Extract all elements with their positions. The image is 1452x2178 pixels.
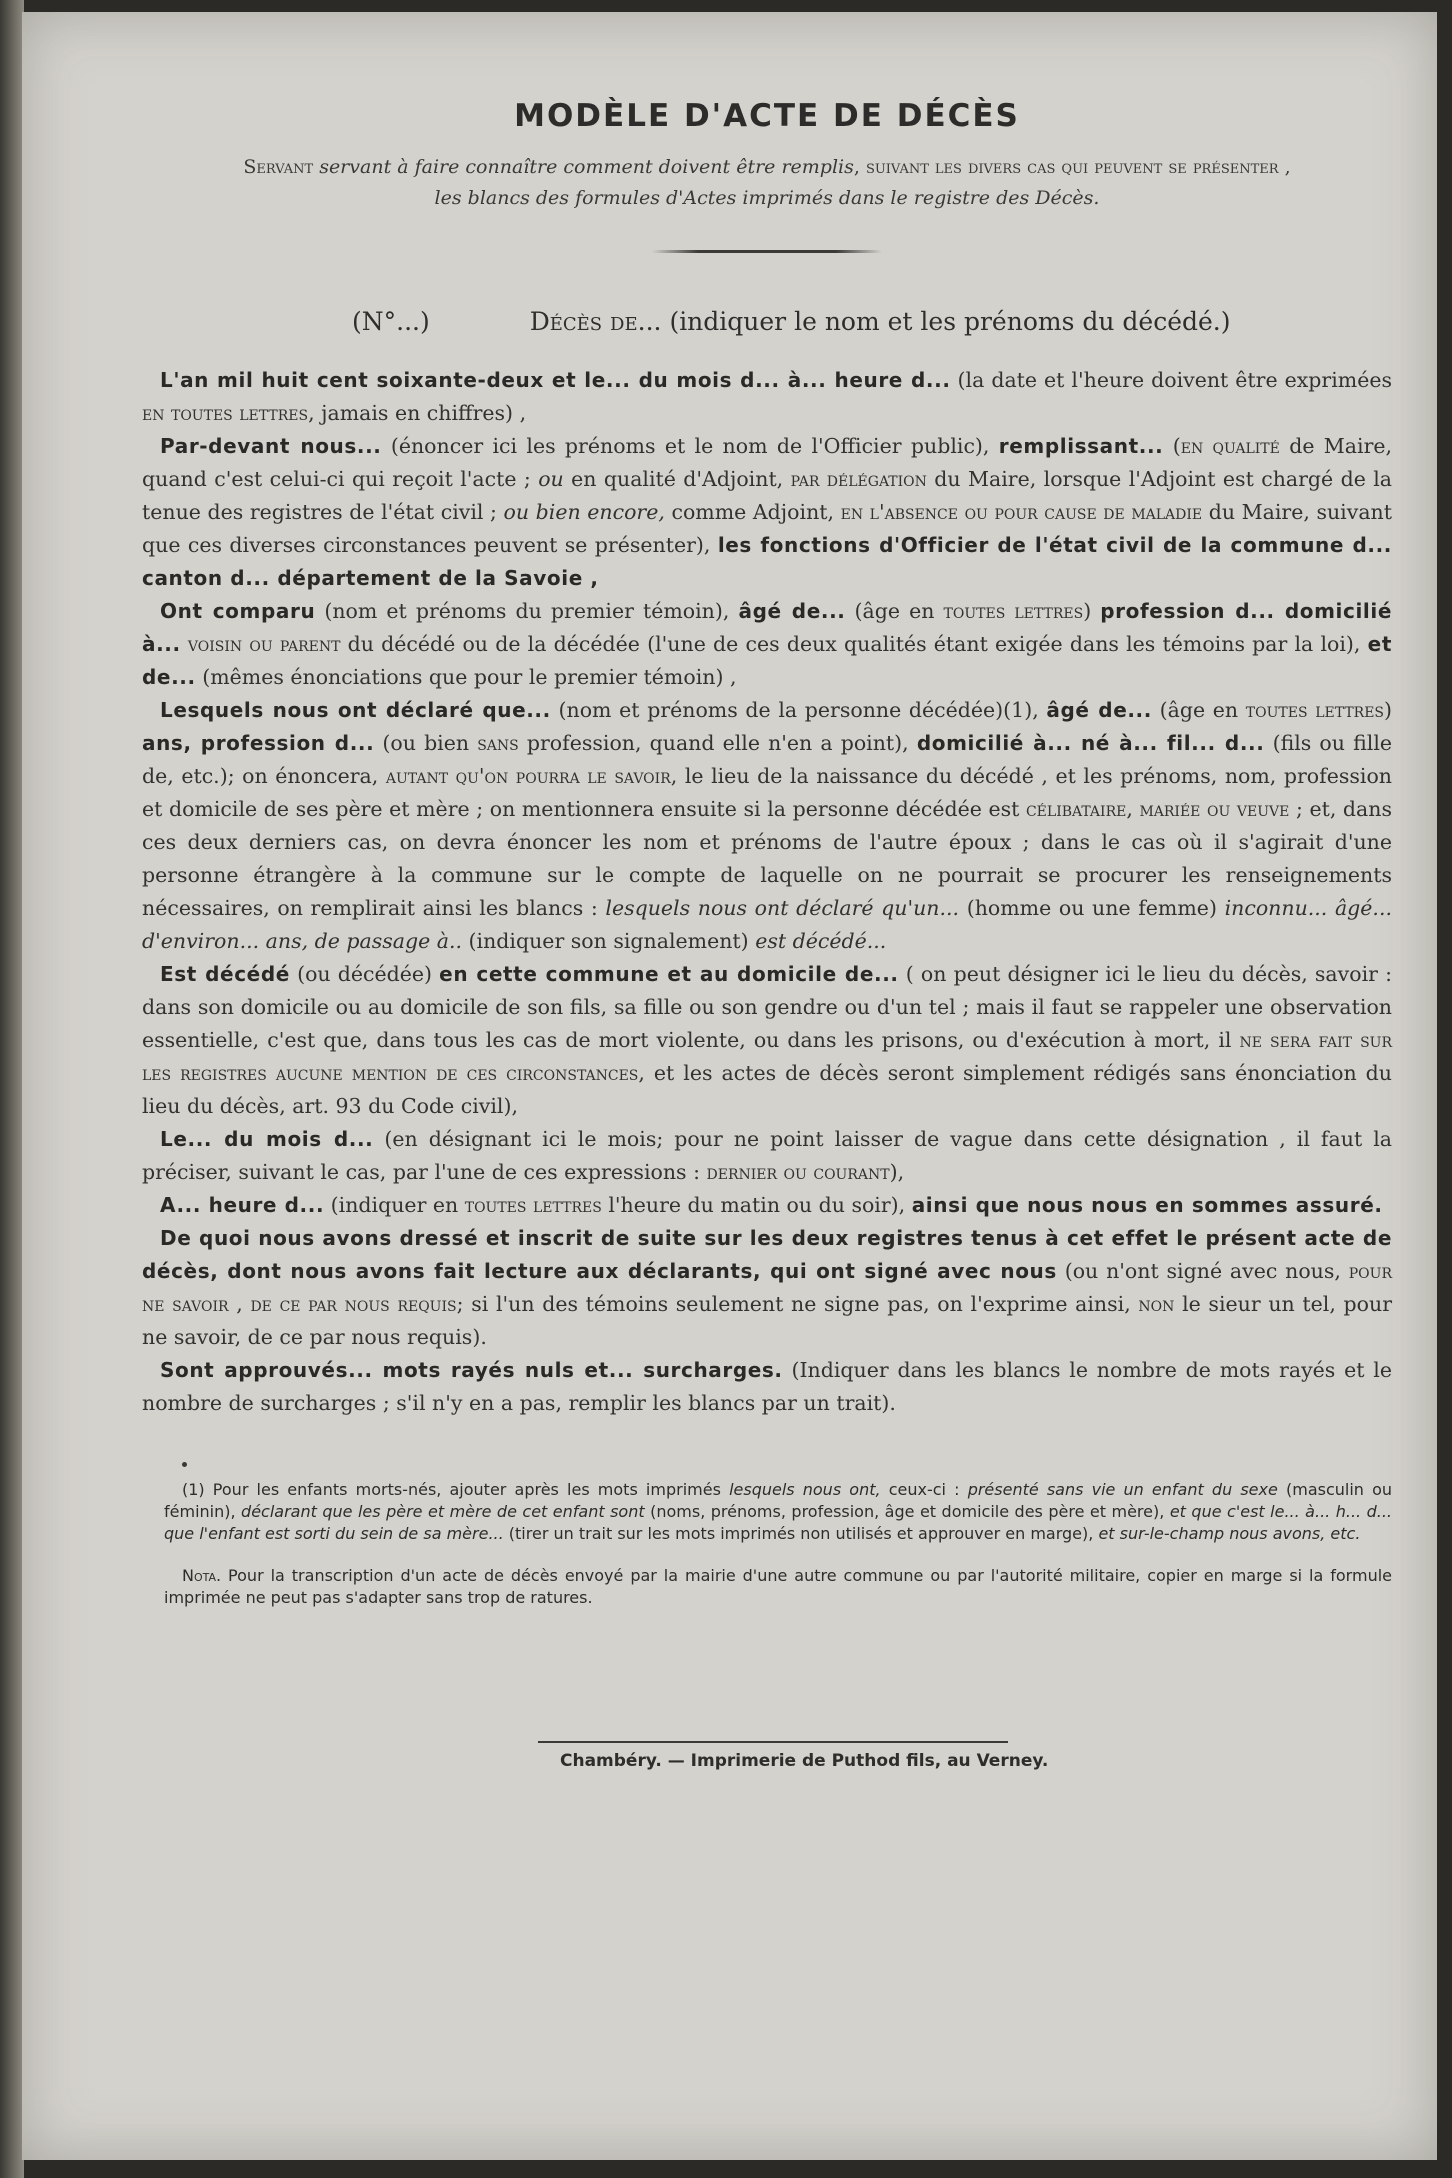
text-run: domicilié à... né à... fil... d...: [916, 731, 1265, 755]
footnote-marker-dot: [182, 1462, 187, 1467]
text-run: (noms, prénoms, profession, âge et domicile des père et mère),: [644, 1502, 1170, 1521]
text-run: (énoncer ici les prénoms et le nom de l'Officier public),: [381, 434, 999, 458]
text-run: (ou n'ont signé avec nous,: [1056, 1259, 1349, 1283]
text-run: ainsi que nous nous en sommes assuré.: [911, 1193, 1383, 1217]
text-run: voisin ou parent: [187, 632, 341, 656]
text-run: (âge en: [845, 599, 944, 623]
text-run: toutes lettres: [464, 1193, 602, 1217]
text-run: , et les actes de décès seront simplement rédigés sans énonciation du lieu du décès, art. 93 du Code civil),: [142, 1061, 1392, 1118]
text-run: ; si l'un des témoins seulement ne signe pas, on l'exprime ainsi,: [456, 1292, 1139, 1316]
text-run: (fils ou fille de, etc.); on énoncera,: [142, 731, 1393, 788]
text-run: en qualité: [1180, 434, 1280, 458]
paragraph-signature: [142, 1222, 1392, 1354]
text-run: Est décédé: [160, 962, 290, 986]
page-content: [142, 72, 1392, 1771]
text-run: ou: [538, 467, 564, 491]
text-run: non: [1138, 1292, 1175, 1316]
text-run: l'heure du matin ou du soir),: [601, 1193, 912, 1217]
text-run: de Maire, quand c'est celui-ci qui reçoit l'acte ;: [142, 434, 1393, 491]
text-run: les fonctions d'Officier de l'état civil de la commune d... canton d... département de la Savoie ,: [142, 533, 1392, 590]
text-run: (indiquer son signalement): [462, 929, 756, 953]
text-run: (nom et prénoms de la personne décédée)(1),: [550, 698, 1047, 722]
document-subtitle: [142, 152, 1392, 214]
decorative-rule: [652, 250, 882, 253]
text-run: ; et, dans ces deux derniers cas, on devra énoncer les nom et prénoms de l'autre époux ; dans le cas où il s'agirait d'une personne étrangère à la commune sur le compte de laquelle on ne pourrait se procurer les renseignements nécessaires, on remplirait ainsi les blancs :: [142, 797, 1392, 920]
act-number: (N°...): [352, 307, 430, 336]
text-run: ): [1083, 599, 1101, 623]
subtitle-line2: les blancs des formules d'Actes imprimés dans le registre des Décès.: [434, 187, 1100, 209]
text-run: (mêmes énonciations que pour le premier témoin) ,: [195, 665, 737, 689]
text-run: ans, profession d...: [142, 731, 375, 755]
text-run: , le lieu de la naissance du décédé , et les prénoms, nom, profession et domicile de ses père et mère ; on mentionnera ensuite si la personne décédée est: [142, 764, 1393, 821]
footnotes: [142, 1479, 1392, 1609]
text-run: le sieur un tel, pour ne savoir, de ce par nous requis).: [142, 1292, 1392, 1349]
text-run: par délégation: [790, 467, 927, 491]
text-run: , jamais en chiffres) ,: [308, 401, 527, 425]
text-run: est décédé...: [755, 929, 887, 953]
text-run: en qualité d'Adjoint,: [563, 467, 791, 491]
text-run: (Indiquer dans les blancs le nombre de mots rayés et le nombre de surcharges ; s'il n'y en a pas, remplir les blancs par un trait).: [142, 1358, 1392, 1415]
text-run: lesquels nous ont,: [729, 1480, 881, 1499]
text-run: comme Adjoint,: [664, 500, 841, 524]
paragraph-month: [142, 1123, 1392, 1189]
text-run: et que c'est le... à... h... d... que l'enfant est sorti du sein de sa mère...: [164, 1502, 1393, 1543]
text-run: (nom et prénoms du premier témoin),: [315, 599, 739, 623]
text-run: (tirer un trait sur les mots imprimés non utilisés et approuver en marge),: [503, 1524, 1099, 1543]
text-run: ou bien encore,: [503, 500, 665, 524]
paragraph-witnesses: [142, 595, 1392, 694]
text-run: de ce par nous requis: [250, 1292, 457, 1316]
text-run: A... heure d...: [160, 1193, 325, 1217]
text-run: ceux-ci :: [880, 1480, 968, 1499]
text-run: (masculin ou féminin),: [164, 1480, 1392, 1521]
paragraph-declaration: [142, 694, 1392, 958]
text-run: remplissant...: [998, 434, 1164, 458]
text-run: du décédé ou de la décédée (l'une de ces deux qualités étant exigée dans les témoins par la loi),: [340, 632, 1368, 656]
text-run: (âge en: [1151, 698, 1246, 722]
act-heading: [142, 307, 1392, 336]
paragraph-hour: [142, 1189, 1392, 1222]
printer-rule: [538, 1741, 1008, 1743]
subtitle-rest: , suivant les divers cas qui peuvent se présenter ,: [853, 156, 1291, 178]
text-run: ( on peut désigner ici le lieu du décès, savoir : dans son domicile ou au domicile de son fils, sa fille ou son gendre ou d'un tel ; mais il faut se rappeler une observation essentielle, c'est que, dans tous les cas de mort violente, ou dans les prisons, ou d'exécution à mort, il: [142, 962, 1392, 1052]
text-run: âgé de...: [738, 599, 846, 623]
subtitle-italic: servant à faire connaître comment doivent être remplis: [319, 156, 854, 178]
book-spine: [0, 0, 24, 2178]
paragraph-approvals: [142, 1354, 1392, 1420]
paragraph-date: [142, 364, 1392, 430]
footnote-nota: [164, 1565, 1392, 1609]
text-run: Pour la transcription d'un acte de décès envoyé par la mairie d'une autre commune ou par l'autorité militaire, copier en marge si la formule imprimée ne peut pas s'adapter sans trop de ratures.: [164, 1566, 1392, 1607]
text-run: lesquels nous ont déclaré qu'un...: [605, 896, 960, 920]
text-run: L'an mil huit cent soixante-deux et le... du mois d... à... heure d...: [160, 368, 951, 392]
text-run: profession, quand elle n'en a point),: [518, 731, 917, 755]
text-run: et sur-le-champ nous avons, etc.: [1098, 1524, 1361, 1543]
text-run: sans: [477, 731, 519, 755]
text-run: inconnu... âgé... d'environ... ans, de passage à..: [142, 896, 1392, 953]
text-run: toutes lettres: [1245, 698, 1385, 722]
text-run: Nota.: [182, 1566, 222, 1585]
text-run: ),: [889, 1160, 905, 1184]
text-run: dernier ou courant: [706, 1160, 890, 1184]
text-run: Lesquels nous ont déclaré que...: [160, 698, 551, 722]
text-run: ): [1384, 698, 1393, 722]
text-run: (homme ou une femme): [959, 896, 1225, 920]
paragraph-officer: [142, 430, 1392, 595]
text-run: Par-devant nous...: [160, 434, 382, 458]
text-run: (: [1163, 434, 1181, 458]
text-run: pour ne savoir: [142, 1259, 1393, 1316]
text-run: (en désignant ici le mois; pour ne point laisser de vague dans cette désignation , il faut la préciser, suivant le cas, par l'une de ces expressions :: [142, 1127, 1392, 1184]
text-run: du Maire, suivant que ces diverses circonstances peuvent se présenter),: [142, 500, 1392, 557]
text-run: (ou bien: [374, 731, 478, 755]
text-run: et de...: [142, 632, 1392, 689]
register-page: [22, 12, 1437, 2160]
text-run: du Maire, lorsque l'Adjoint est chargé de la tenue des registres de l'état civil ;: [142, 467, 1393, 524]
paragraph-place: [142, 958, 1392, 1123]
text-run: profession d... domicilié à...: [142, 599, 1392, 656]
printer-imprint: Chambéry. — Imprimerie de Puthod fils, au Verney.: [560, 1751, 1049, 1771]
text-run: (indiquer en: [324, 1193, 465, 1217]
text-run: en cette commune et au domicile de...: [439, 962, 899, 986]
text-run: en l'absence ou pour cause de maladie: [840, 500, 1203, 524]
text-run: (1) Pour les enfants morts-nés, ajouter après les mots imprimés: [182, 1480, 730, 1499]
act-heading-deces: Décès de...: [529, 307, 662, 336]
text-run: célibataire, mariée ou veuve: [1025, 797, 1290, 821]
text-run: âgé de...: [1046, 698, 1152, 722]
text-run: présenté sans vie un enfant du sexe: [967, 1480, 1278, 1499]
text-run: autant qu'on pourra le savoir: [385, 764, 671, 788]
text-run: [181, 632, 188, 656]
text-run: Sont approuvés... mots rayés nuls et... surcharges.: [160, 1358, 783, 1382]
footnote-stillborn: [164, 1479, 1392, 1545]
act-heading-rest: (indiquer le nom et les prénoms du décédé.): [669, 307, 1231, 336]
text-run: Le... du mois d...: [160, 1127, 374, 1151]
text-run: en toutes lettres: [142, 401, 309, 425]
subtitle-smallcaps: Servant: [243, 156, 314, 178]
document-title: MODÈLE D'ACTE DE DÉCÈS: [514, 98, 1020, 134]
text-run: ,: [228, 1292, 251, 1316]
text-run: De quoi nous avons dressé et inscrit de suite sur les deux registres tenus à cet effet le présent acte de décès, dont nous avons fait lecture aux déclarants, qui ont signé avec nous: [142, 1226, 1392, 1283]
text-run: (ou décédée): [289, 962, 440, 986]
text-run: déclarant que les père et mère de cet enfant sont: [241, 1502, 645, 1521]
text-run: Ont comparu: [160, 599, 316, 623]
text-run: ne sera fait sur les registres aucune mention de ces circonstances: [142, 1028, 1393, 1085]
text-run: toutes lettres: [943, 599, 1084, 623]
text-run: (la date et l'heure doivent être exprimées: [950, 368, 1392, 392]
form-body: [142, 364, 1392, 1420]
